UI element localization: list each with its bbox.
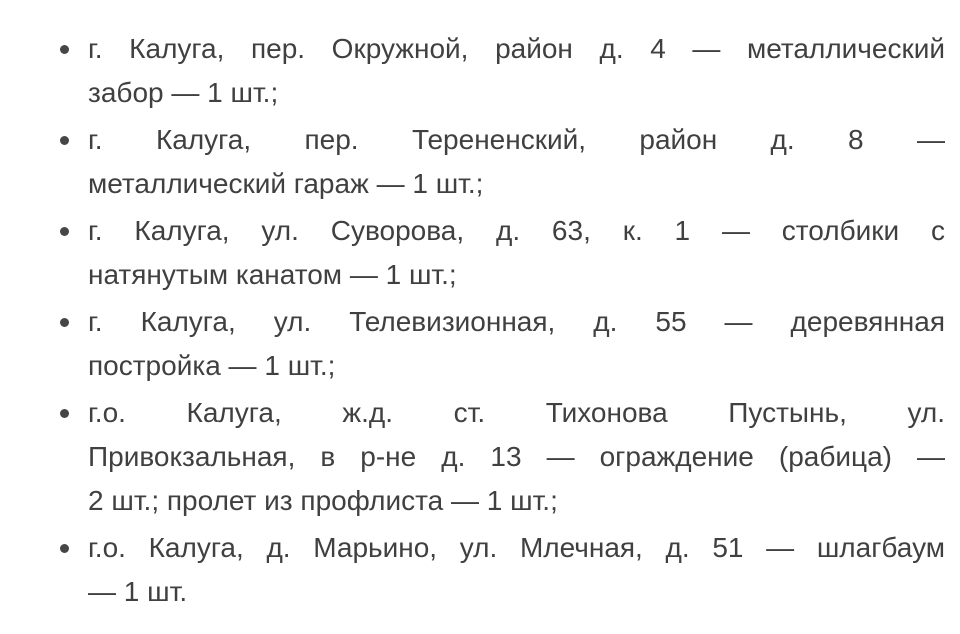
list-item-line: металлический гараж — 1 шт.;: [88, 168, 484, 199]
list-item-line: г. Калуга, пер. Терененский, район д. 8 —: [88, 124, 945, 155]
bullet-icon: [60, 136, 69, 145]
list-item-line: постройка — 1 шт.;: [88, 350, 336, 381]
list-item-line: г. Калуга, пер. Окружной, район д. 4 — металлический: [88, 33, 945, 64]
list-item: [88, 526, 945, 614]
bullet-icon: [60, 227, 69, 236]
list-item: [88, 118, 945, 206]
bullet-icon: [60, 45, 69, 54]
list-item-line: забор — 1 шт.;: [88, 77, 279, 108]
list-item-line: г.о. Калуга, д. Марьино, ул. Млечная, д. 51 — шлагбаум: [88, 532, 945, 563]
list-item-line: г. Калуга, ул. Телевизионная, д. 55 — деревянная: [88, 306, 945, 337]
list-item-line: г.о. Калуга, ж.д. ст. Тихонова Пустынь, ул.: [88, 397, 945, 428]
list-item-line: натянутым канатом — 1 шт.;: [88, 259, 457, 290]
list-item-line: 2 шт.; пролет из профлиста — 1 шт.;: [88, 485, 558, 516]
bullet-icon: [60, 409, 69, 418]
bullet-icon: [60, 318, 69, 327]
list-item: [88, 300, 945, 388]
article-body: [88, 27, 945, 617]
list-item: [88, 27, 945, 115]
list-item-line: Привокзальная, в р-не д. 13 — ограждение (рабица) —: [88, 441, 945, 472]
list-item-line: — 1 шт.: [88, 576, 188, 607]
dismantling-objects-list: [88, 27, 945, 614]
list-item-line: г. Калуга, ул. Суворова, д. 63, к. 1 — столбики с: [88, 215, 945, 246]
bullet-icon: [60, 544, 69, 553]
list-item: [88, 391, 945, 523]
list-item: [88, 209, 945, 297]
